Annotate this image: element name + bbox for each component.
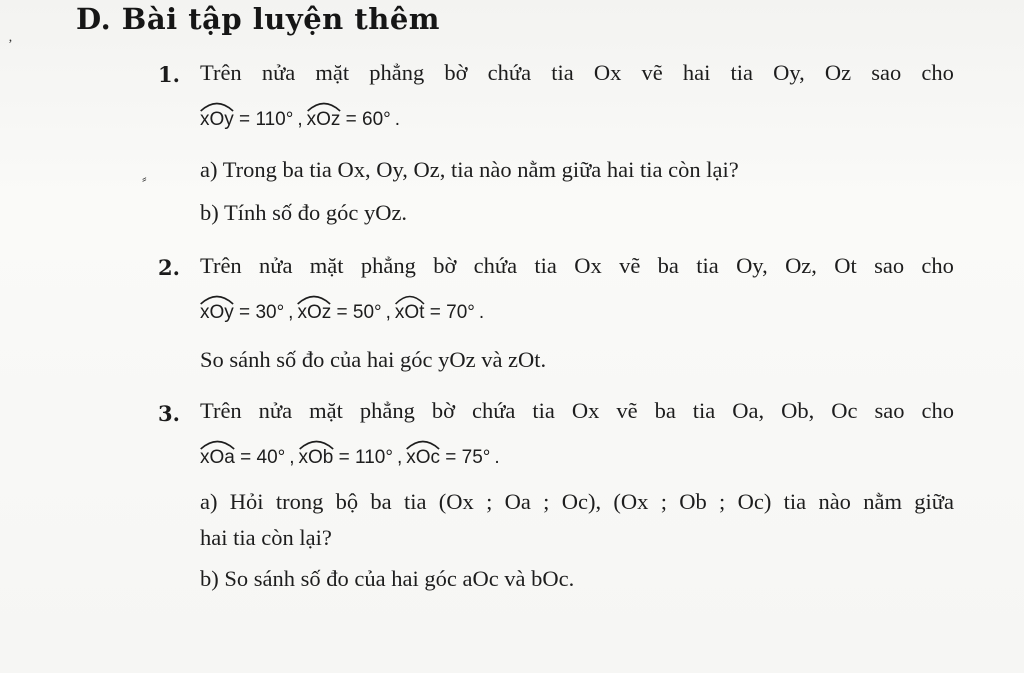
statement-word: phẳng [359, 398, 415, 423]
angle-value: 50° [352, 302, 382, 323]
separator: , [297, 109, 303, 130]
problem-3-part-b: b) So sánh số đo của hai góc aOc và bOc. [200, 566, 575, 591]
text-word: ; [486, 489, 493, 514]
statement-word: phẳng [369, 60, 425, 85]
statement-word: tia [696, 253, 719, 278]
angle-hat-icon [297, 293, 331, 305]
angle-equation: xOc = 75° [406, 447, 490, 468]
statement-word: Ox [571, 398, 600, 423]
statement-word: mặt [309, 253, 344, 278]
statement-word: phẳng [360, 253, 416, 278]
problem-3-statement [200, 398, 954, 424]
statement-word: Oz, [785, 253, 817, 278]
angle-value: 75° [461, 447, 491, 468]
angle-hat-icon [406, 438, 440, 450]
problem-2-question: So sánh số đo của hai góc yOz và zOt. [200, 347, 547, 372]
angle-hat-icon [200, 293, 234, 305]
statement-word: tia [532, 398, 555, 423]
statement-word: Ot [834, 253, 857, 278]
text-word: ba [370, 489, 392, 514]
statement-word: Ox [574, 253, 602, 278]
angle-name: xOz [307, 103, 341, 131]
statement-word: tia [551, 60, 574, 85]
statement-word: tia [730, 60, 753, 85]
statement-word: Oy, [736, 253, 768, 278]
statement-word: ba [654, 398, 676, 423]
angle-name: xOy [200, 296, 234, 324]
separator: . [394, 109, 401, 130]
separator: , [385, 302, 391, 323]
problem-3-angles [200, 441, 504, 469]
angle-equation: xOz = 60° [307, 109, 391, 130]
separator: , [289, 447, 295, 468]
problem-2-number: 2. [158, 255, 180, 280]
statement-word: Trên [200, 253, 242, 278]
statement-word: cho [921, 253, 954, 278]
text-word: (Ox [613, 489, 649, 514]
problem-2-angles [200, 296, 488, 324]
statement-word: vẽ [619, 253, 641, 278]
statement-word: tia [692, 398, 716, 423]
statement-word: sao [874, 253, 905, 278]
angle-name: xOz [297, 296, 331, 324]
text-word: Hỏi [229, 489, 264, 514]
problem-1-part-b: b) Tính số đo góc yOz. [200, 200, 408, 225]
angle-name: xOb [299, 441, 334, 469]
problem-1-angles [200, 103, 404, 131]
separator: . [478, 302, 485, 323]
statement-word: bờ [444, 60, 468, 85]
angle-equation: xOy = 30° [200, 302, 284, 323]
angle-value: 110° [355, 447, 393, 468]
text-word: nằm [863, 489, 902, 514]
angle-value: 30° [255, 302, 285, 323]
statement-word: chứa [487, 60, 532, 85]
statement-word: Oz [824, 60, 852, 85]
statement-word: mặt [315, 60, 350, 85]
statement-word: vẽ [616, 398, 638, 423]
text-word: (Ox [438, 489, 474, 514]
statement-word: Trên [200, 60, 242, 85]
angle-equation: xOy = 110° [200, 109, 293, 130]
text-word: Oa [504, 489, 531, 514]
text-word: Oc) [737, 489, 772, 514]
text-word: tia [783, 489, 807, 514]
statement-word: nửa [259, 253, 293, 278]
pen-mark: ‚ [8, 30, 13, 45]
problem-3-number: 3. [158, 401, 180, 426]
angle-equation: xOb = 110° [299, 447, 393, 468]
statement-word: tia [534, 253, 557, 278]
statement-word: bờ [433, 253, 457, 278]
angle-hat-icon [395, 293, 425, 305]
separator: , [288, 302, 294, 323]
text-word: ; [719, 489, 726, 514]
pen-mark: ⸗ [142, 172, 147, 187]
text-word: ; [543, 489, 550, 514]
problem-1-statement [200, 60, 954, 86]
angle-value: 70° [446, 302, 475, 323]
statement-word: sao [874, 398, 905, 423]
angle-name: xOy [200, 103, 234, 131]
angle-hat-icon [299, 438, 334, 450]
statement-word: ba [657, 253, 679, 278]
problem-2-statement [200, 253, 954, 279]
problem-1-number: 1. [158, 62, 180, 87]
text-word: bộ [335, 489, 359, 514]
statement-word: Trên [200, 398, 242, 423]
separator: . [494, 447, 500, 468]
angle-value: 40° [256, 447, 286, 468]
separator: , [396, 447, 403, 468]
text-word: Ob [679, 489, 707, 514]
angle-equation: xOa = 40° [200, 447, 285, 468]
problem-1-part-a: a) Trong ba tia Ox, Oy, Oz, tia nào nằm giữa hai tia còn lại? [200, 157, 739, 182]
text-word: trong [275, 489, 324, 514]
statement-word: vẽ [641, 60, 663, 85]
statement-word: Oy, [773, 60, 805, 85]
statement-word: chứa [471, 398, 516, 423]
text-word: a) [200, 489, 218, 514]
statement-word: Oc [831, 398, 858, 423]
angle-equation: xOt = 70° [395, 302, 475, 323]
angle-name: xOc [406, 441, 440, 469]
text-word: ; [660, 489, 667, 514]
section-heading: D. Bài tập luyện thêm [76, 2, 440, 36]
statement-word: hai [682, 60, 711, 85]
statement-word: mặt [309, 398, 343, 423]
angle-equation: xOz = 50° [297, 302, 381, 323]
angle-hat-icon [200, 100, 234, 112]
statement-word: Ox [593, 60, 622, 85]
text-word: Oc), [561, 489, 602, 514]
angle-value: 110° [255, 109, 294, 130]
text-word: nào [818, 489, 851, 514]
angle-value: 60° [362, 109, 391, 130]
angle-hat-icon [200, 438, 235, 450]
statement-word: nửa [261, 60, 296, 85]
problem-3-part-a [200, 489, 954, 515]
statement-word: sao [871, 60, 902, 85]
statement-word: cho [921, 398, 954, 423]
statement-word: nửa [258, 398, 293, 423]
statement-word: chứa [473, 253, 518, 278]
text-word: giữa [914, 489, 954, 514]
statement-word: bờ [431, 398, 455, 423]
angle-name: xOt [395, 296, 425, 324]
problem-3-part-a-continued: hai tia còn lại? [200, 525, 332, 550]
text-word: tia [403, 489, 427, 514]
statement-word: Oa, [732, 398, 765, 423]
statement-word: Ob, [781, 398, 815, 423]
angle-name: xOa [200, 441, 235, 469]
angle-hat-icon [307, 100, 341, 112]
statement-word: cho [921, 60, 954, 85]
